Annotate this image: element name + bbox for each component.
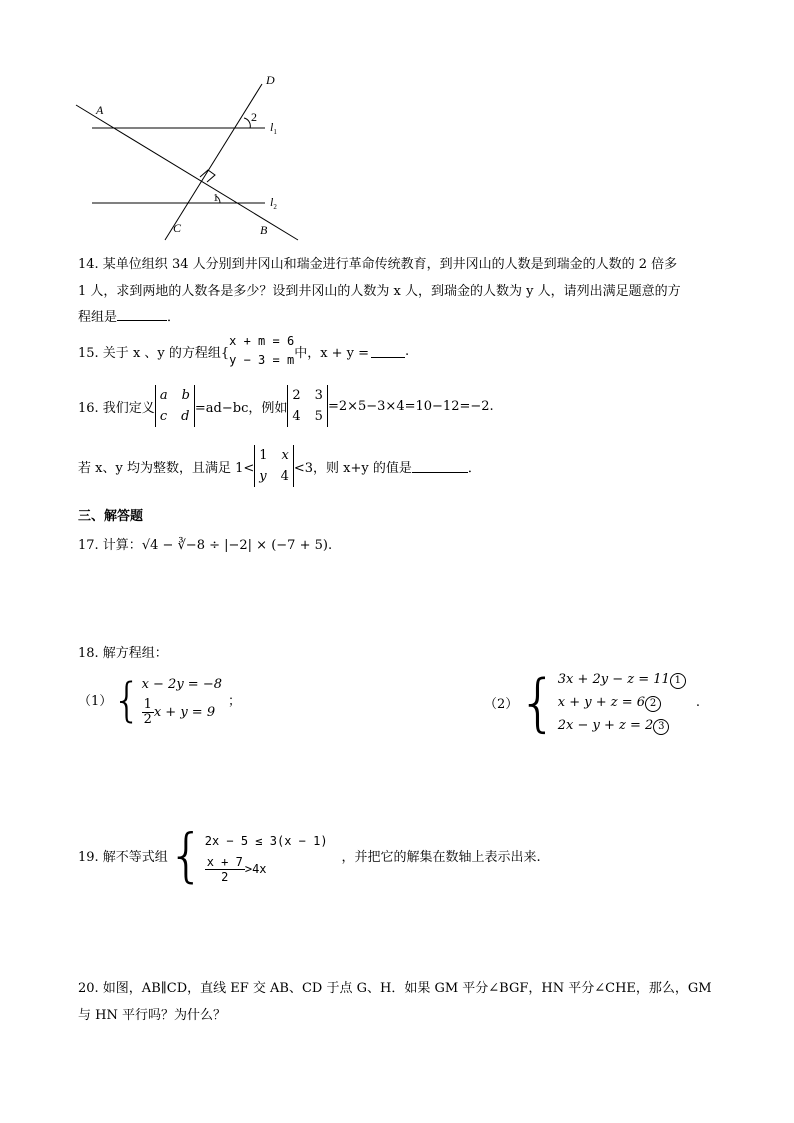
label-B: B [260, 223, 268, 237]
section-title: 三、解答题 [78, 509, 144, 524]
answer-blank[interactable] [371, 345, 405, 358]
q16-line2: 若 x、y 均为整数，且满足 1< 1 x y 4 <3，则 x+y 的值是 ． [78, 445, 481, 487]
determinant-example: 2 3 4 5 [287, 385, 328, 427]
q19: 19. 解不等式组 { 2x − 5 ≤ 3(x − 1) $\frac{x + 7}{2}$ >4x ，并把它的解集在数轴上表示出来. [78, 821, 541, 889]
determinant-definition: a b c d [155, 385, 195, 427]
determinant-condition: 1 x y 4 [254, 445, 294, 487]
brace: { [112, 672, 142, 727]
brace: { [167, 821, 205, 889]
q17: 17. 计算：√4 − ∛−8 ÷ |−2| × (−7 + 5). [78, 538, 333, 553]
q18-title: 18. 解方程组： [78, 646, 168, 661]
label-A: A [96, 103, 104, 117]
q20-line2: 与 HN 平行吗？为什么？ [78, 1008, 226, 1023]
q16-line1: 16. 我们定义 a b c d =ad−bc，例如 2 3 4 5 =2×5−3×4=10−12=−2. [78, 385, 494, 427]
q14-line1: 14. 某单位组织 34 人分别到井冈山和瑞金进行革命传统教育，到井冈山的人数是到瑞金的人数的 2 倍多 [78, 257, 678, 272]
q18-part1: （1） { x − 2y = −8 $\frac{1}{2}$ x + y = 9 ； [78, 672, 242, 727]
label-l2: $l_2$ [270, 195, 277, 211]
label-D: D [266, 73, 275, 87]
label-angle-1: 1 [213, 192, 219, 204]
q20-line1: 20. 如图，AB∥CD，直线 EF 交 AB、CD 于点 G、H．如果 GM 平分∠BGF，HN 平分∠CHE，那么，GM [78, 981, 712, 996]
q14-line3: 程组是 ． [78, 310, 181, 325]
angle-2-arc [244, 118, 250, 128]
geometry-figure [70, 72, 310, 247]
line-CD [165, 84, 262, 240]
brace: { [518, 665, 558, 739]
label-l1: $l_1$ [270, 120, 277, 136]
label-C: C [173, 221, 182, 235]
q15: 15. 关于 x 、y 的方程组{ x + m = 6 y − 3 = m 中，x + y = . [78, 334, 410, 367]
line-AB [76, 105, 298, 240]
q14-line2: 1 人，求到两地的人数各是多少？设到井冈山的人数为 x 人，到瑞金的人数为 y 人，请列出满足题意的方 [78, 284, 681, 299]
label-angle-2: 2 [251, 110, 257, 124]
q18-part2: （2） { 3x + 2y − z = 11 1 x + y + z = 6 2 2x − y + z = 2 3 . [484, 665, 700, 739]
answer-blank[interactable] [412, 460, 468, 473]
answer-blank[interactable] [117, 308, 167, 321]
